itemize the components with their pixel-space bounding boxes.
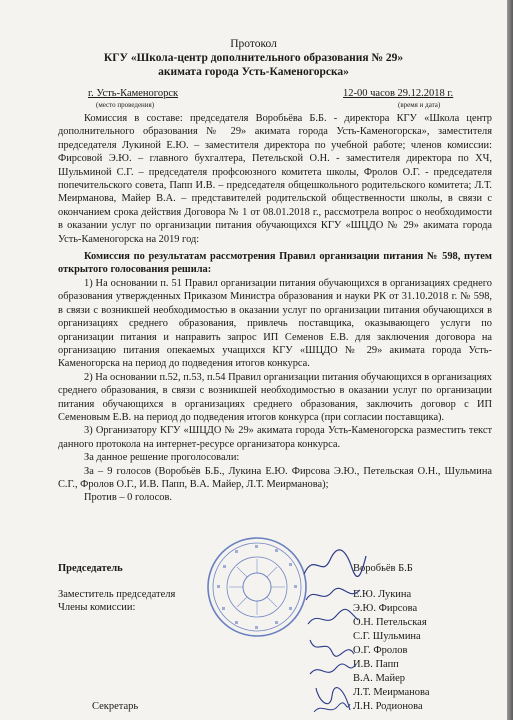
secretary-name: Л.Н. Родионова: [353, 701, 423, 712]
member-name: Л.Т. Меирманова: [353, 687, 430, 698]
commission-paragraph: Комиссия в составе: председателя Воробьёва Б.Б. - директора КГУ «Школа центр дополнительного образования № 29» акимата города Усть-Каменогорска», заместителя председателя Лукиной Е.Ю. – заместителя директора по учебной работе; членов комиссии: Фирсовой Э.Ю. – главного бухгалтера, Петельской О.Н. - заместителя директора по ХЧ, Шульминой С.Г. – председателя профсоюзного комитета школы, Фролов О.Г. - председателя попечительского совета, Папп И.В. – председателя общешкольного родительского комитета; Л.Т. Меирманова, Майер В.А. – представителей родительской общественности школы, в связи с окончанием срока действия Договора № 1 от 08.01.2018 г., рассмотрела вопрос о необходимости в оказании услуг по организации питания обучающихся КГУ «ШЦДО № 29» акимата города Усть-Каменогорска на 2019 год:: [58, 113, 492, 245]
voting-intro: За данное решение проголосовали:: [84, 452, 240, 464]
member-signature: [306, 634, 358, 660]
chair-signature: [300, 548, 370, 582]
page-edge: [507, 0, 513, 720]
voting-against: Против – 0 голосов.: [84, 492, 172, 504]
member-name: Е.Ю. Лукина: [353, 589, 412, 600]
member-name: О.Г. Фролов: [353, 645, 408, 656]
official-stamp: [205, 535, 309, 639]
chair-name: Воробьёв Б.Б: [353, 563, 413, 574]
document-title: Протокол: [230, 38, 277, 50]
decision-heading: Комиссия по результатам рассмотрения Правил организации питания № 598, путем открытого голосования решила:: [58, 251, 492, 276]
deputy-chair-label: Заместитель председателя: [58, 589, 176, 600]
voting-for: За – 9 голосов (Воробьёв Б.Б., Лукина Е.Ю. Фирсова Э.Ю., Петельская О.Н., Шульмина С.Г., Фролов О.Г., И.В. Папп, В.А. Майер, Л.Т. Меирманова);: [58, 465, 492, 490]
member-name: В.А. Майер: [353, 673, 405, 684]
decision-item: 2) На основании п.52, п.53, п.54 Правил организации питания обучающихся в организациях среднего образования, в связи с возникшей необходимостью в оказании услуг по организации питания обучающихся в организациях среднего образования, заключить договор с ИП Семеновым Е.В. на период до подведения итогов конкурса (при согласии поставщика).: [58, 371, 492, 423]
member-signature: [304, 584, 362, 606]
member-name: И.В. Папп: [353, 659, 399, 670]
secretary-label: Секретарь: [92, 701, 139, 712]
member-name: О.Н. Петельская: [353, 617, 427, 628]
meeting-datetime: 12-00 часов 29.12.2018 г.: [343, 88, 454, 99]
organization-line-1: КГУ «Школа-центр дополнительного образования № 29»: [103, 52, 404, 64]
chair-label: Председатель: [58, 563, 123, 574]
member-signature: [306, 606, 360, 630]
secretary-signature: [312, 700, 352, 718]
protocol-body: [58, 112, 492, 505]
decision-item: 3) Организатору КГУ «ШЦДО № 29» акимата города Усть-Каменогорска разместить текст данного протокола на интернет-ресурсе организатора конкурса.: [58, 425, 492, 450]
members-label: Члены комиссии:: [58, 602, 136, 613]
member-name: С.Г. Шульмина: [353, 631, 421, 642]
meeting-place: г. Усть-Каменогорск: [88, 88, 179, 99]
member-name: Э.Ю. Фирсова: [353, 603, 418, 614]
member-signature: [308, 660, 358, 682]
organization-line-2: акимата города Усть-Каменогорска»: [158, 66, 349, 78]
meeting-place-caption: (место проведения): [96, 101, 155, 109]
decision-item: 1) На основании п. 51 Правил организации питания обучающихся в организациях среднего образования утвержденных Приказом Министра образования и науки РК от 31.10.2018 г. № 598, в связи с возникшей необходимостью в оказании услуг по организации питания обучающихся в организациях среднего образования, привлечь поставщика, оказывающего услуги по организации питания и направить запрос ИП Семенов Е.В. для заключения договора на организацию питания опекаемых учащихся КГУ «ШЦДО № 29» акимата города Усть-Каменогорска на период до подведения итогов конкурса.: [58, 277, 492, 370]
meeting-datetime-caption: (время и дата): [398, 101, 441, 109]
